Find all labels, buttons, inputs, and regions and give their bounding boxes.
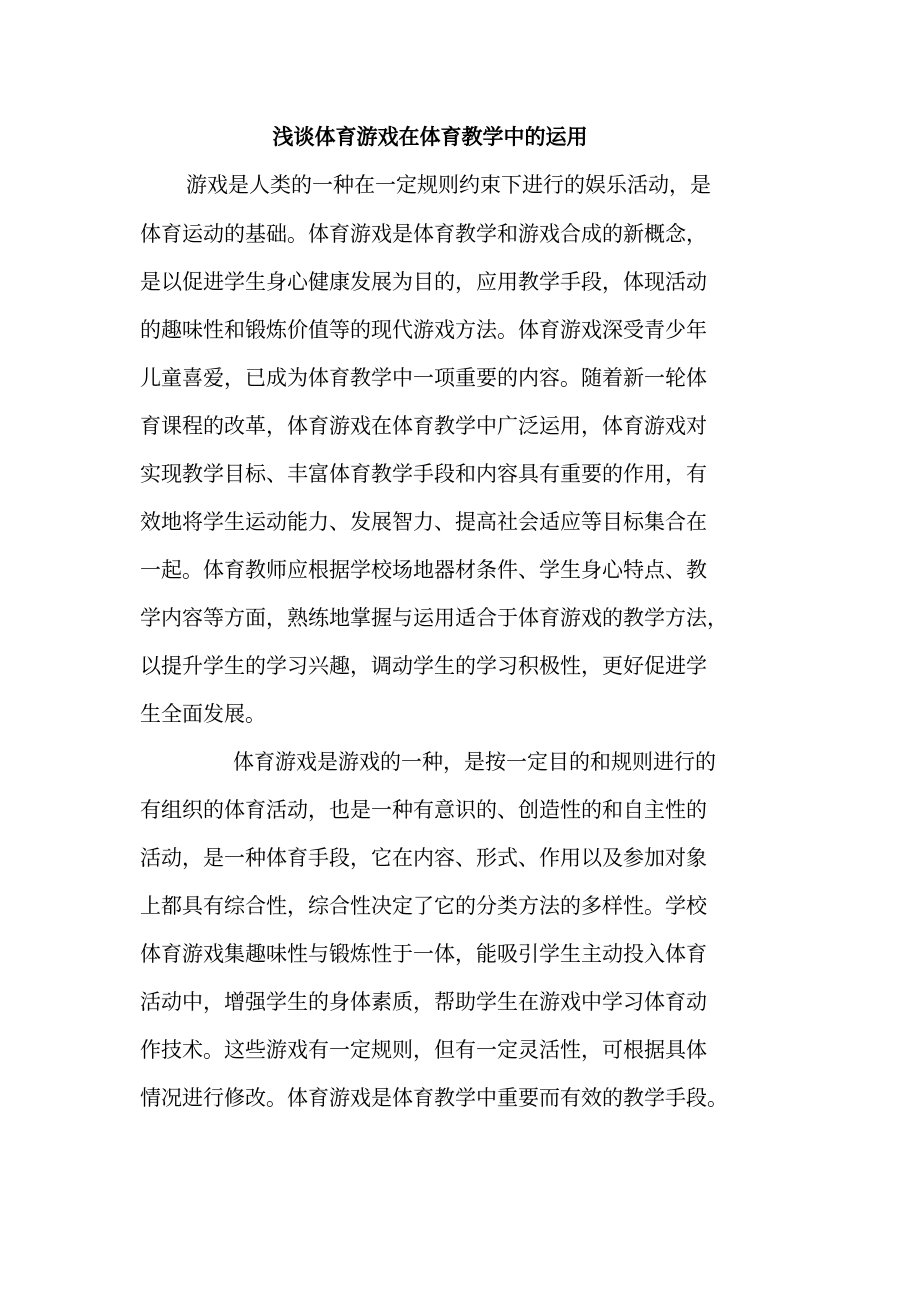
document-title: 浅谈体育游戏在体育教学中的运用 xyxy=(272,124,588,149)
paragraph-1-line: 育课程的改革，体育游戏在体育教学中广泛运用，体育游戏对 xyxy=(140,414,707,438)
paragraph-1-line: 的趣味性和锻炼价值等的现代游戏方法。体育游戏深受青少年 xyxy=(140,318,707,342)
paragraph-1-line: 以提升学生的学习兴趣，调动学生的学习积极性，更好促进学 xyxy=(140,654,707,678)
paragraph-2-line: 情况进行修改。体育游戏是体育教学中重要而有效的教学手段。 xyxy=(140,1086,728,1110)
paragraph-1-line: 生全面发展。 xyxy=(140,702,266,726)
paragraph-1-line: 是以促进学生身心健康发展为目的，应用教学手段，体现活动 xyxy=(140,270,707,294)
paragraph-1-line: 学内容等方面，熟练地掌握与运用适合于体育游戏的教学方法， xyxy=(140,606,728,630)
paragraph-2-line: 活动中，增强学生的身体素质，帮助学生在游戏中学习体育动 xyxy=(140,990,707,1014)
paragraph-1-line: 效地将学生运动能力、发展智力、提高社会适应等目标集合在 xyxy=(140,510,707,534)
paragraph-1-line: 实现教学目标、丰富体育教学手段和内容具有重要的作用，有 xyxy=(140,462,707,486)
paragraph-1-line: 游戏是人类的一种在一定规则约束下进行的娱乐活动，是 xyxy=(186,173,711,197)
paragraph-1-line: 一起。体育教师应根据学校场地器材条件、学生身心特点、教 xyxy=(140,558,707,582)
paragraph-2-line: 有组织的体育活动，也是一种有意识的、创造性的和自主性的 xyxy=(140,798,707,822)
paragraph-2-line: 体育游戏是游戏的一种，是按一定目的和规则进行的 xyxy=(233,750,716,774)
paragraph-2-line: 活动，是一种体育手段，它在内容、形式、作用以及参加对象 xyxy=(140,846,707,870)
paragraph-2-line: 上都具有综合性，综合性决定了它的分类方法的多样性。学校 xyxy=(140,894,707,918)
paragraph-2-line: 体育游戏集趣味性与锻炼性于一体，能吸引学生主动投入体育 xyxy=(140,942,707,966)
paragraph-2-line: 作技术。这些游戏有一定规则，但有一定灵活性，可根据具体 xyxy=(140,1038,707,1062)
paragraph-1-line: 儿童喜爱，已成为体育教学中一项重要的内容。随着新一轮体 xyxy=(140,366,707,390)
paragraph-1-line: 体育运动的基础。体育游戏是体育教学和游戏合成的新概念， xyxy=(140,222,707,246)
